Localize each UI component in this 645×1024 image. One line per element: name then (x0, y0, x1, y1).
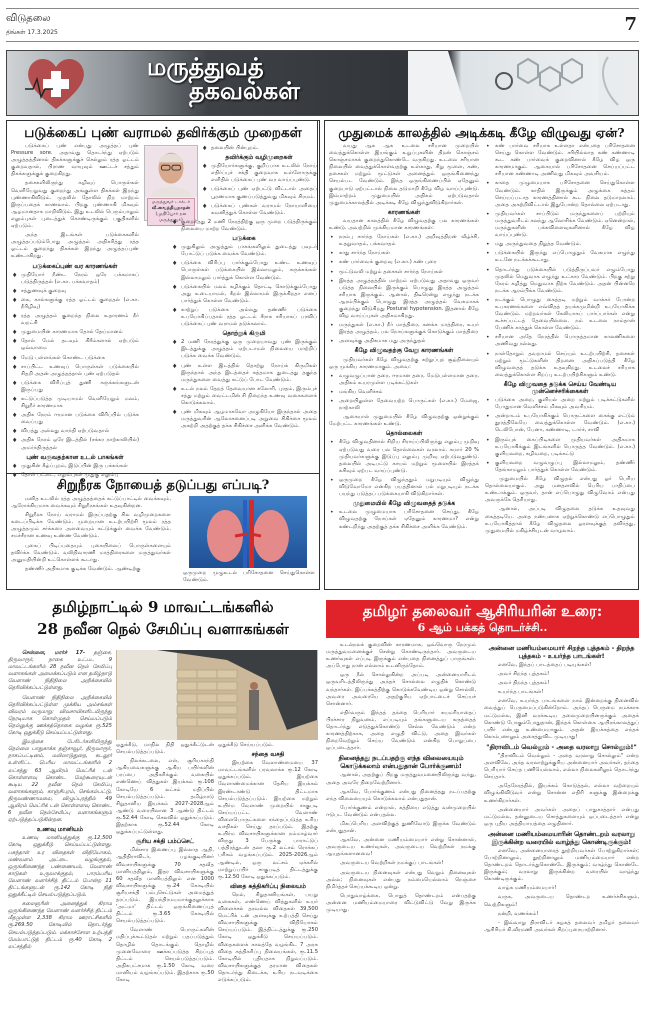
paragraph: உயர்ந்த பாடங்கள்! (498, 689, 544, 696)
list-item: • ஒருமுறை கீழே விழுந்ததும் மறுபடியும் விழுந்து விடுவோமோ என்கிற பயத்தினால் பல் மறுபடியும் நடக்க பயந்து படுத்தப் படுக்கையாகி விடுகிறார்கள். (329, 477, 479, 498)
list-item: • வழுவழுப்பான தரை, ஈரமான தரை, மேடுபள்ளமான தரை, அதிகம் உயரமுள்ள படிக்கட்டுகள் (329, 373, 479, 387)
kidney-text (11, 496, 171, 575)
list-item: ♦ படுக்கைப் புண்கள் வராமல் நோயாளியை கவனித்துக் கொள்ள வேண்டும். (201, 203, 317, 217)
list-item: ♦ முதுமையின் காரணமாக தோல் தேய்மானம் (11, 329, 139, 336)
list-item: • உடலை முழுமையாக பரிசோதனை செய்து, கீழே விழுவதற்கு நோய்கள் ஏதேனும் காரணமா? என்று கண்டறிந்து அதற்குத் தக்க சிகிச்சை அளிக்க வேண்டும். (329, 509, 479, 530)
list-item: ♦ தோள் பட்டை, எலும்புகள் முதுகு எலும்பு (11, 472, 139, 479)
speech-col2-heading: அன்னை மணியம்மையார் சிறந்த புத்தகம் - திறந்த புத்தகம் - உயர்ந்த பாடங்கள்! (488, 644, 635, 660)
falls-complications-heading: தொல்லைகள் (385, 430, 423, 438)
list-item: ♦ மேடு பள்ளங்கள் கொண்ட படுக்கை (11, 355, 139, 362)
falls-causes-heading: காரணங்கள் (387, 208, 421, 216)
paragraph: இயற்கை பேரிடர்களிலிருந்து நெல்லை பாதுகாக்க தஞ்சாவூர், திருவாரூர், நாகப்பட்டினம், மயிலாடுதுறை, கடலூர் உள்ளிட்ட பெரிய மாவட்டங்களில் 2 லட்சத்து 63 ஆயிரம் மெட்ரிக் டன் கொள்ளளவு கொண்ட மேற்கூரையுடன் கூடிய 22 நவீன நெல் சேமிப்பு வளாகங்களும், காஞ்சிபுரம், செங்கல்பட்டு, திருவண்ணாமலை, விழுப்புரத்தில் 49 ஆயிரம் மெட்ரிக் டன் கொள்ளளவு கொண்ட 6 நவீன நெல்சேமிப்பு வளாகங்களும் ஏற்படுத்தப்படுகின்றன. (8, 739, 112, 824)
speech-continuation-banner (326, 600, 639, 638)
kidney-image-caption: ஒருமுறை முழுஉடல் பரிசோதனை செய்துகொள்ள வேண்டும். (183, 570, 315, 584)
falls-prevent-list-a (329, 509, 479, 530)
paddy-col2 (116, 742, 214, 986)
paragraph: வேளாண் பொருட்களின் மதிப்புக்கூட்டுதல் மற்றும் பதப்படுத்தும் தொழில் தொடங்கும் தொழில் முனைவோரை ஊக்கப்படுத்த சிறப்புத் திட்டம் செயல்படுத்தப்படும். அதிகபட்சமாக ரூ.1.50 கோடி வரை மானியம் வழங்கப்படும். இதற்காக ரூ.50 கோடி (116, 927, 214, 983)
list-item: • நரம்பு சார்ந்த நோய்கள் (எ.கா.) அறிவுத்திறன் வீழ்ச்சி, உதறுவாதம், பக்கவாதம் (329, 234, 479, 248)
falls-complications-list (329, 439, 479, 498)
list-item: • கண் பார்வைக் குறைவு (எ.கா.) கண் புரை (329, 259, 479, 266)
speech-col1-heading: நினைத்தது நடப்பதற்கு எந்த விலையையும் கொடுக்கலாம் என்பதுதான் போர்க்குணம்! (338, 754, 464, 771)
paragraph: ஒதுக்கீடு, மாநில நிதி ஒதுக்கீட்டுடன் செயல்படுத்தப்படும். (116, 742, 214, 756)
paragraph: அதேநேரத்தில், இயக்கம் கொடுத்தல், எல்லா வற்றையும் விழுங்கிவிடுவர் என்று சொன்ன எதிரி களுக்கு இன்றைக்கு உணர்கிறார்கள். (484, 783, 639, 804)
list-item: ♦ 2 மணி நேரத்துக்கு ஒரு முறையாவது புண் இருக்கும் இடத்துக்கு அழுத்தம் ஏற்படாமல் நிலையை மாற்றிப் படுக்க வைக்க வேண்டும். (171, 339, 317, 360)
list-item: ♦ குறைந்தது 2 மணி நேரத்திற்கு ஒரு முறை படுத்திருக்கும் நிலையை மாற்ற வேண்டும். (171, 219, 317, 233)
paragraph: முதியவர்கள் கீழே விழுவதற்கு சுற்றுப்புற சூழ்நிலையும் ஒரு முக்கிய காரணமாகும். அவை: (329, 356, 479, 370)
paddy-col1 (8, 650, 112, 953)
paragraph: ஆனால், அதற்குப் பிறகு மருத்துவமனையிலிருந்து வந்து, அதை அவரே நிறைவேற்றினார். (326, 772, 476, 786)
paragraph: உணவு மானியத்துக்கு ரூ.12,500 கோடி ஒதுக்கீடு செய்யப்பட்டுள்ளது. பசுந்தாள் உர விதைகள் விநியோகம், மண்வளம் அட்டை வழங்குதல், ஒருங்கிணைந்த பண்ணையம், வேளாண் காடுகள் உருவாக்குதல், பாரம்பரிய வேளாண் வளர்ச்சித் திட்டம் போன்ற 11 திட்டங்களுடன் ரூ.142 கோடி நிதி ஒதுக்கீட்டில் செயல்படுத்தப்படும். (8, 835, 112, 899)
paragraph: உடல்நலக் குறைவின் காரணமாக, ஒவ்வொரு நேரமும் மருத்துவமனைக்குச் சென்று கொண்டிருந்தார். அவருடைய உணர்வுகள் எப்படி இருக்கும் என்பதை நினைத்துப் பாருங்கள். அப்போது நான் எல்லாம் உடனிருந்தோம். (326, 642, 476, 670)
list-item: • அறையிலுள்ள தேவையற்ற பொருட்கள் (எ.கா.) மேஜை, நாற்காலி (329, 398, 479, 412)
list-item: • படுக்கை அறை, குளியல் அறை மற்றும் படிக்கட்டுகளில் போதுமான வெளிச்சம் மிகவும் அவசியம். (485, 397, 635, 411)
list-item: ♦ படுக்கை விரிப்புத் துணி சுருக்கங்களுடன் இருப்பது (11, 380, 139, 394)
paragraph: ஒதுக்கீடு செய்யப்படும். (218, 742, 274, 748)
paddy-headline-line1: தமிழ்நாட்டில் 9 மாவட்டங்களில் (52, 598, 274, 616)
paragraph: நிலக்கடலை, எள், சூரியகாந்தி ஆகியவைகளுக்கு ஆகிய பயிர்களின் பரப்பை அதிகரிக்கும் வகையில் எண்ணெய் வித்துகள் இயக்கம் ரூ.108 கோடியே 6 லட்சம் மதிப்பில் செயல்படுத்தப்படும். தமிழ்நாடு சிறுதானிய இயக்கம் 2027-2028ஆம் ஆண்டு வரையிலான 3 ஆண்டு திட்டம் ரூ.52.44 கோடி செலவில் ஒதுக்கப்படும். இதற்காக ரூ.52.44 கோடி ஒதுக்கப்பட்டுள்ளது. (116, 758, 214, 836)
list-item: • மூட்டுவலி மற்றும் தசைகள் சார்ந்த நோய்கள் (329, 269, 479, 276)
list-item: • இரும்புக் கைப்பிடிகளை முதியவர்கள் அதிகமாக உபயோகிக்கும் இடங்களில் பொருத்த வேண்டும். (எ.கா.) குளியலறை, கழிவறை, படிக்கட்டு (485, 437, 635, 458)
list-item: • படுக்கையில் இருந்து எப்பொழுதும் வேகமாக எழுந்து உடனே நடக்கக்கூடாது. (485, 250, 635, 264)
falls-prevent-heading: முதுமையில் கீழே விழுவதைத் தடுக்க (352, 500, 456, 508)
paddy-col1-heading: உணவு மானியம் (36, 826, 84, 834)
speech-col2-heading3: அன்னை மணியம்மையாரின் தொண்டறம் வரலாறு இருக்கின்ற வரையில் வாழ்ந்து கொண்டிருக்கும்! (488, 829, 635, 846)
article-falls-headline: முதுமைக் காலத்தில் அடிக்கடி கீழே விழுவது ஏன்? (338, 125, 625, 140)
paragraph: அவருடைய வெற்றிகள் நமக்குப் பாடங்கள்! (340, 860, 444, 867)
speech-banner-line1: தமிழர் தலைவர் ஆசிரியரின் உரை: (362, 602, 603, 620)
list-item: • காது சார்ந்த நோய்கள் (329, 250, 479, 257)
heart-medical-icon (25, 55, 87, 111)
article-bedsore-headline: படுக்கைப் புண் வராமல் தவிர்க்கும் முறைகள் (24, 125, 302, 141)
falls-precautions-list (485, 397, 635, 474)
list-item: ♦ முதியோர்களுக்கு, குறிப்பாக உடலில் நோய் எதிர்ப்புச் சக்தி குறைவாக உள்ளோருக்கு எளிதில் படுக்கைப் புண் வர வாய்ப்புண்டு. (201, 163, 317, 184)
paragraph: மின்சார இணைப்பு இல்லாத ஆதி, ஆதிதிராவிடர், பழங்குடியினர் விவசாயிகளுக்கு 70 சதவீத மானியத்திலும், இதர விவசாயிகளுக்கு 60 சதவீத மானியத்திலும் என 1000 விவசாயிகளுக்கு ரூ.24 கோடியில் சூரியசக்தி பம்புசெட்டுகள் அமைத்துத் தரப்படும். இயந்திரமயமாக்குதலுக்காக 'அட்மா' திட்டம் ஒருங்கிணைப்புத் திட்டம் ரூ.3.65 கோடியில் செயல்படுத்தப்படும். (116, 847, 214, 925)
paragraph: வேளாண் நிதிநிலை அறிக்கையில் தெரிவிக்கப்பட்டுள்ள முக்கிய அம்சங்கள் விவரம் வருமாறு: விவசாயிகளிடமிருந்து நேரடியாக கொள்முதல் செய்யப்படும் நெல்லுக்கு ஊக்கத்தொகை வழங்க ரூ.525 கோடி ஒதுக்கீடு செய்யப்பட்டுள்ளது. (8, 694, 112, 737)
falls-precautions-heading: கீழே விழுவதை தடுக்க செய்ய வேண்டிய முன்னெச்சரிக்கைகள் (503, 380, 617, 395)
article-speech (326, 642, 639, 1024)
list-item: • மங்கிய வெளிச்சம் (329, 389, 479, 396)
section-banner (6, 50, 639, 116)
list-item: ♦ படுக்கைப் புண் ஏற்பட்டு விட்டால் அதைப் பூரணமாக குணப்படுத்துவது மிகவும் சிரமம். (201, 186, 317, 200)
list-item: • நடக்கும் பொழுது கைத்தடி மற்றும் வாக்கர் போன்ற உபகரணங்களை எவ்விதத் தயக்கமுமின்றி உபயோகிக்க வேண்டும். மற்றவர்கள் கேலியாகப் பார்ப்பார்கள் என்று கூச்சப்பட்டத் தேவையில்லை. நம் உடலை நாம்தான் பேணிக் காத்துக் கொள்ள வேண்டும். (485, 297, 635, 332)
paragraph: ஆகவே, அன்னை மணியம்மையார் என்று சொன்னால், அவருடைய உணர்வுகள், அவருடைய வெற்றிகள் நமக்கு ஆயுதங்களானவை! (326, 837, 476, 858)
paragraph: தண்ணீர் அதிகமாக குடிக்க வேண்டும். ஆண்டிற்கு (25, 565, 141, 572)
paragraph: எனவே, உயர்ந்த பாடங்களை நாம் இன்றைக்கு நினைவில் வைத்துப் பெருமைப்படுகின்றோம். அந்தப் பெருமை நமக்காக மட்டுமல்ல, இனி வரக்கூடிய தலைமுறையினருக்கும் அதைக் கொண்டு போகும்போதுதான், இந்தக் கொள்கை ஆயிரங்காலத்துப் பயிர் என்பது உண்மையாகும். அதன் இயக்கத்தை எந்தக் கொம்பனாலும் அசைத்துவிட முடியாது! (484, 698, 639, 740)
paragraph: வருக, அவருடைய தொண்டற உணர்ச்சிகளும், வெற்றிகளும்! (484, 894, 639, 908)
list-item: ♦ புண் உள்ள இடத்தில் தொற்று நோய்க் கிருமிகள் இருந்தால் அந்த இடத்தைச் சுத்தமாக துடைத்து தகுந்த மருந்துகளை வைத்து கட்டுப் போட வேண்டும். (171, 363, 317, 384)
list-item: ♦ புண் மிகவும் ஆழமாகவோ அழுகியோ இருந்தால் அதை மருத்துவரின் ஆலோசனைப்படி அறுவை சிகிச்சை மூலம் அகற்றி அதற்குத் தக்க சிகிச்சை அளிக்க வேண்டும். (171, 409, 317, 430)
masthead (6, 8, 639, 42)
list-item: ♦ முதியோர் நீண்ட நேரம் ஒரே பக்கமாகப் படுத்திருத்தல் (எ.கா. பக்கவாதம்) (11, 272, 139, 286)
paragraph: ஆகையால் முதுமையில் கீழே விழுவதற்கு ஒன்றுக்கும் மேற்பட்ட காரணங்கள் உண்டு. (329, 414, 479, 428)
bedsore-care-list (171, 339, 317, 430)
paragraph: மிகப்பெரிய அளவிற்குத் துணிவோடு இருக்க வேண்டும் என்பதுதான். (326, 820, 476, 835)
paragraph: ஆனால், அப்படி விழுதலை தடுக்க உதவுவது கைத்தடியே. அதை நண்பனாக ஏற்றுக்கொண்டு எப்பொழுதும் உபயோகித்தால் கீழே விழுதலை ஓரளவுக்குத் தவிர்த்து, முதுமையில் மகிழ்ச்சியுடன் வாழலாம். (485, 506, 635, 534)
paragraph: எனவே, இந்தப் பாடத்தைப் படியுங்கள்! (498, 662, 592, 668)
bedsore-prevention-heading: தவிர்க்கும் வழிமுறைகள் (225, 154, 293, 162)
paragraph: போர்க்குணம் என்றால், கத்தியை எடுத்து வன்முறையில் ஈடுபட வேண்டும் என்பதல்ல. (326, 804, 476, 818)
bedsore-care-heading: தொற்றுக் கிருமி (222, 330, 266, 338)
list-item: ♦ சத்துணவுக் குறைவு (11, 288, 139, 295)
banner-title-line2: தகவல்கள் (189, 77, 300, 105)
paragraph: வாழ்க மணியம்மையார்! (498, 885, 557, 892)
paddy-col3-heading2: விதை சுத்திகரிப்பு நிலையம் (229, 882, 306, 890)
paragraph: அந்த இடங்கள் படுக்கைகளில் அழுத்தப்படும்போது அழுத்தம் அதிகரித்து ரத்த ஓட்டம் குறைந்து திசுக்கள் இறந்து அழுத்தப்புண் உண்டாகிறது. (11, 232, 139, 260)
paragraph: வயது ஆக ஆக உடலை சரியான முறையில் வைத்துக்கொள்ள இயங்கும் உறுப்புகளின் திறன் கொஞ்சம் கொஞ்சமாகக் குறைந்துகொண்டே வருகிறது. உடலை சரியான நிலையில் வைத்துக்கொள்வதற்கு உள்காது, சிறு மூளை, கண், தசைகள் மற்றும் மூட்டுகள் அனைத்தும் ஒருங்கிணைந்து செயல்பட வேண்டும். இந்த ஒருங்கிணைப்பில் ஏதேனும் குறைபாடு ஏற்பட்டால் நிலை தடுமாறி கீழே விழ வாய்ப்புண்டு. இம்மாற்றம் முதுமையில் அதிகம் ஏற்படுவதால் முதுமைக்காலத்தில் அடிக்கடி கீழே விழுந்துவிடுகிறார்கள். (329, 143, 479, 206)
list-item: • முதியவர்கள் சாப்பிடும் மருந்துகளைப் பற்றியும் மருத்துவரிடம் கலந்து ஆலோசிக்க வேண்டும். ஏனென்றால், மருந்துகளின் பக்கவிளைவுகளினால் கீழே விழ வாய்ப்புண்டு. (485, 211, 635, 239)
list-item: ♦ காற்றுப் படுக்கை அல்லது தண்ணீர் படுக்கை உபயோகிப்பதால் ரத்த ஓட்டம் சீராக சரியாகப் பரவிப் படுக்கைப் புண் வராமல் தடுக்கலாம். (171, 307, 317, 328)
paragraph: அவருடைய நினைவுகள் என்பது வெறும் நினைவுகள் அல்ல; நினைவுகள் என்பது நம்மையெல்லாம் நெஞ்சை நிமிர்த்தச் செய்யக்கூடிய ஒன்று. (326, 869, 476, 890)
speech-col1 (326, 642, 476, 916)
list-item: ♦ அதிக நேரம் ஈரமான படுக்கை விரிப்பில் படுக்க வைப்பது (11, 412, 139, 426)
paragraph: தசைகளிலிருந்து கழிவுப் பொருள்கள் வெளியேறுவது குறைந்து அங்குள்ள திசுக்கள் இறந்து புண்ணாகிவிடும். முதலில் தோலில் நிற மாற்றம் இருப்பதைக் காணலாம். பிறகு புண்ணாகி மிகவும் ஆழமானதாக மாறிவிடும். இது உடலில் பெரும்பாலும் எலும்புகள் புடைத்துக் கொண்டிருக்கும் பகுதிகளில் ஏற்படும். (11, 180, 139, 230)
paddy-storage-photo (116, 650, 318, 740)
author-role: (முதியோர் நல மருத்துவர்) (155, 212, 187, 223)
article-bedsore (6, 120, 320, 478)
paragraph (8, 650, 112, 693)
bedsore-causes-heading: படுக்கைப்புண் வர காரணங்கள் (32, 262, 118, 270)
bedsore-col2-top (201, 145, 317, 152)
list-item: • கீழே விழுவதினால் சிறிய சிராய்ப்பிலிருந்து எலும்பு முறிவு ஏற்படுவது வரை பல தொல்லைகள் வரலாம். சுமார் 20 % முதியவர்களுக்கு இடுப்பு எலும்பு முறிவு ஏற்படுவதுண்டு. தலையில் அடிபட்டு காயம் மற்றும் மூளையில் இரத்தக் கசிவும் ஏற்பட வாய்ப்புண்டு. (329, 439, 479, 474)
page-number: 7 (624, 14, 637, 35)
paragraph: இயற்கை வேளாண்மையை 37 மாவட்டங்களில் பரவலாக்க ரூ.12 கோடி ஒதுக்கப்படும். இயற்கை வேளாண்மைக்கான தேசிய இயக்கம் இரண்டாண்டு திட்டமாக செயல்படுத்தப்படும். இயற்கை மற்றும் உயிர்ம வேளாண் முறையில் சாகுபடி செய்யப்பட்ட வேளாண் விளைபொருட்களை சந்தைப்படுத்த உரிய வசதிகள் செய்து தரப்படும். இதற்கு உயிர்ம விவசாயிகளுக்கான நம்மாழ்வார் விருது 3 பேருக்கு பாராட்டுப் பத்திரத்துடன் தலா ரூ.2 லட்சம் ரொக்கப் பரிசும் வழங்கப்படும். 2025-2026ஆம் ஆண்டில், ஒரு லட்சம் ஏக்கரில் மாற்றுப்பயிர் சாகுபடித் திட்டத்துக்கு ரூ.12.50 கோடி ஒதுக்கப்படும். (218, 760, 318, 880)
list-item: ♦ அதிக நேரம் ஒரே இடத்தில் (சக்கர நாற்காலியில்) அமர்ந்திருத்தல் (11, 437, 139, 451)
list-item: ♦ முதுகின் கீழ்ப்புறம், இடுப்பின் இரு பக்கங்கள் (11, 463, 139, 470)
paragraph: புகைப் பிடிப்பதையும் புகையிலைப் பொருள்களையும் தவிர்க்க வேண்டும். வலிநிவாரணி மாத்திரைகளை மருத்துவர்கள் அனுமதியின்றி உட்கொள்ளக் கூடாது. (11, 542, 171, 563)
bedsore-body-parts-heading: புண் வருவதற்கான உடல் பாகங்கள் (26, 453, 124, 461)
bedsore-col2 (171, 145, 317, 432)
paragraph: முதுமையில் கீழே விழுதல் என்பது ஓர் பெரிய தொல்லையாகும். அது மனதளவில் பெரிய பாதிப்பை உண்டாக்கும். ஒருவர், தான் எப்பொழுது விழுவோம் என்பது அவருக்கே தெரியாது. (485, 476, 635, 504)
list-item: ♦ ரத்த அழுத்தம் குறைந்த நிலை உதாரணம் நீர் வறட்சி (11, 313, 139, 327)
paragraph: ஒரு நீல் சொல்லுகின்ற அப்படி அன்னையாரிடம் ஒருவரிடத்திலிருந்து அந்தச் சொல்லை எழுதிக் கொண்டு வந்தார்கள். இப்பக்கத்திற்கு கொடுக்கவேண்டிய ஒன்று சொல்லி, அவரை அவரையே அதற்குரிய ஏற்பாட்டைச் செய்யச் சொன்னார். (326, 672, 476, 707)
paragraph: அவர் திறந்த புத்தகம்! (498, 680, 550, 687)
list-item: • குளியலறை வழுவழுப்பு இல்லாமலும், தண்ணீர் தேங்காமலும் பார்த்துக் கொள்ள வேண்டும். (485, 460, 635, 474)
article-kidney-headline: சிறுநீரக நோயைத் தடுப்பது எப்படி? (56, 478, 270, 493)
list-item: • அளவுக்கு அதிகமாக மது அருந்துதல் (329, 338, 479, 345)
falls-other-causes-list (329, 373, 479, 412)
article-falls (324, 120, 639, 590)
banner-title (147, 55, 300, 103)
paragraph: அவர் சிறந்த புத்தகம்! (498, 671, 550, 678)
author-title: மருத்துவர் டாக்டர் (151, 200, 191, 205)
issue-date: திங்கள் 17.3.2025 (6, 29, 58, 36)
newspaper-name: விடுதலை (6, 13, 51, 24)
falls-col1 (329, 143, 479, 533)
paragraph: பொதுவாழ்க்கை, பொதுத் தொண்டறம் என்பதற்கு அன்னை மணியம்மையாரை விட்டுவிட்டு வேறு இருக்க முடியாது. (326, 892, 476, 913)
list-item: ♦ விபத்து அல்லது வாந்தி ஏற்படுவதால் (11, 428, 139, 435)
author-name: வீ.வைத்தியநாதன் (151, 206, 191, 211)
kidney-image (189, 496, 307, 568)
dateline: சென்னை, மார்ச் 17- (22, 650, 86, 656)
paragraph: - இவ்வாறு திராவிடர் கழகத் தலைவர் தமிழர் தலைவர் ஆசிரியர் கி.வீரமணி அவர்கள் சிறப்புரையாற்றினார். (484, 919, 639, 933)
speech-col2-heading2: "திராவிடம் வெல்லும் - அதை வரலாறு சொல்லும்!" (486, 742, 637, 751)
paragraph-text: தஞ்சை, திருவாரூர், நாகை உட்பட 9 மாவட்டங்களில் 28 நவீன நெல் சேமிப்பு வளாகங்கள் அமைக்கப்படும் என தமிழ்நாடு வேளாண் நிதிநிலை அறிக்கையில் தெரிவிக்கப்பட்டுள்ளது. (8, 650, 112, 692)
list-item: • இரத்த அழுத்தத்தில் மாற்றம் ஏற்படுவது அதாவது ஒருவர் படுத்த நிலையில் இருக்கும் பொழுது இரத்த அழுத்தம் சரியாக இருக்கும். ஆனால், திடீரென்று எழுந்து நடக்க ஆரம்பிக்கும் பொழுது இரத்த அழுத்தம் வேகமாகக் குறைந்து விடுகிறது Postural hypotension. இதனால் கீழே விழ வாய்ப்புகள் அதிகமாகிறது. (329, 278, 479, 321)
paragraph: மனித உடலில் ரத்த அழுத்தத்தைக் கட்டுப்பாட்டில் வைக்கவும், ஆரோக்கியமாக வைக்கவும் சிறுநீரகங்கள் உதவுகின்றன. (11, 496, 171, 510)
paragraph: எனவே, அன்னையாரைத் தூற்றியவர்கள் போற்றுகிறார்கள்; போற்றினாலும், தூற்றினாலும் மணியம்மையார் என்ற தொண்டறம் தொடர்ந்துகொண்டே இருக்கும்; வாழ்ந்து கொண்டே இருக்கும்; வரலாறு இருக்கின்ற வரையில் வாழ்ந்து கொண்டிருக்கும். (484, 847, 639, 883)
article-paddy-headline (6, 594, 320, 640)
doctor-stethoscope-image (408, 51, 638, 116)
list-item: ♦ உடல் நலம் தேறத் தேவையான கலோரி, புரதம், இரும்புச் சத்து மற்றும் வைட்டமின் சி நிறைந்த உணவு வகைகளைக் கொடுக்கலாம். (171, 386, 317, 407)
paragraph: அன்னையார் அவர்கள் அதைப் பாதுகாத்தார் என்பது மட்டுமல்ல, தன்னுடைய சொத்துகளையும் ஒப்படைத்தார் என்று ஒரு புதிய அத்தியாயத்தை எழுதினார். (484, 806, 639, 827)
article-kidney (6, 474, 320, 590)
bedsore-causes-list (11, 272, 139, 452)
paddy-headline-line2: 28 நவீன நெல் சேமிப்பு வளாகங்கள் (37, 620, 289, 638)
paragraph: நன்றி, வணக்கம்! (498, 910, 539, 917)
list-item: • மது அருந்துவதை நிறுத்த வேண்டும். (485, 241, 635, 248)
list-item: ♦ படுக்கை விரிப்பு பார்க்கும்போது உண்ட உணவுப் பொருள்கள் படுக்கையில் இல்லாமலும், சுருக்கங்கள் இல்லாமலும் பார்த்துக் கொள்ள வேண்டும். (171, 260, 317, 281)
paragraph: படுக்கைப் புண் என்பது அழுத்தப் புண் Pressure sore. அதாவது தொடர்ந்து ஏற்படும் அழுத்தத்தினால் திசுக்களுக்குச் செல்லும் ரத்த ஓட்டம் குறைவதால், பிராண வாயுவும் ஊட்டச் சத்தும் திசுக்களுக்குக் குறைகிறது. (11, 143, 139, 178)
bedsore-bed-list (171, 244, 317, 328)
paragraph: நெல், சிறுதானியங்கள், பயறு வகைகள், எண்ணெய் வித்துகளில் உயர் விளைச்சல் தரவல்ல விதைகள் 39,500 மெட்ரிக் டன் அளவுக்கு உற்பத்தி செய்து விவசாயிகளுக்கு விநியோகம் செய்யப்படும். இத்திட்டத்துக்கு ரூ.250 கோடி ஒதுக்கீடு செய்யப்படும். விதைகளைக் காலத்தே வழங்கிட 7 அரசு விதை சுத்திகரிப்பு நிலையங்கள், ரூ.11.5 கோடியில் புதியதாக நிறுவப்படும். விவசாயிகளுக்குத் தரமான விதைகள் தொடர்ந்து கிடைக்க, உரிய நடவடிக்கை எடுக்கப்படும். (218, 891, 318, 983)
bedsore-bed-heading: படுக்கை (232, 235, 256, 243)
list-item: ♦ கட்டுப்படுத்த முடியாமல் வெளியேறும் மலம், சிறுநீர் காரணமாக (11, 396, 139, 410)
list-item: • தொடர்ந்து படுக்கையில் படுத்திருப்பவர் எழும்போது முதலில் மெதுவாக எழுந்து உட்கார வேண்டும். பிறகு சற்று நேரம் கழித்து மெதுவாக நிற்க வேண்டும். அதன் பின்னரே நடக்க ஆரம்பிக்க வேண்டும். (485, 267, 635, 295)
paragraph: சிறுநீரக நோய் வராமல் இருப்பதற்கு சில வழிமுறைகளை கடைப்பிடிக்க வேண்டும். முறையான உடற்பயிற்சி மூலம் ரத்த அழுத்தமும் சர்க்கரை அளவையும் கட்டுக்குள் வைக்க வேண்டும். சமச்சீரான உணவு உண்ண வேண்டும். (11, 512, 171, 540)
article-paddy (6, 594, 320, 1024)
paragraph: ஆகவே, போர்க்குணம் என்பது நினைத்தது நடப்பதற்கு எந்த விலையையும் கொடுக்கலாம் என்பதுதான். (326, 788, 476, 802)
falls-col2 (485, 143, 635, 537)
bedsore-prevention-list (171, 163, 317, 233)
paddy-col3-heading1: சந்தை வசதி (251, 751, 285, 759)
paragraph: கலைஞரின் அனைத்துக் கிராம ஒருங்கிணைந்த வேளாண் வளர்ச்சித் திட்டம் மீதமுள்ள 2,338 கிராம ஊராட்சிகளில் ரூ.269.50 கோடியில் தொடர்ந்து செயல்படுத்தப்படும். மக்காச்சோள உற்பத்தி மேம்பாட்டுத் திட்டம் ரூ.40 கோடி 2 லட்சத்தில் (8, 901, 112, 950)
falls-causes-list (329, 234, 479, 345)
banner-title-line1: மருத்துவத் (147, 53, 264, 81)
falls-other-causes-heading: கீழே விழுவதற்கு வேறு காரணங்கள் (354, 347, 454, 355)
speech-col2 (484, 642, 639, 936)
list-item: ♦ சாப்பிட்ட உணவுப் பொருள்கள் படுக்கையில் சிதறி அதன் அழுத்தத்தால் புண் ஏற்படுதல் (11, 364, 139, 378)
speech-banner-line2: 6 ஆம் பக்கத் தொடர்ச்சி.. (417, 621, 548, 634)
paddy-col3 (218, 742, 318, 986)
paragraph: எதிர்வரும் இந்தத் தந்தை பெரியார் சுயமரியாதைப் பிரச்சார நிறுவனம், எப்படியும் தங்களுடைய கருத்தைத் தொடர்ந்து எடுத்துக்கொண்டு செல்ல வேண்டும் என்ற காரணத்திற்காக, அதை எழுதி விட்டு, அதை இவர்கள் நிறைவேற்றும் செய்ய வேண்டும் என்கிற பொறுப்பை ஒப்படைத்தார். (326, 709, 476, 752)
falls-prevent-list-b (485, 143, 635, 379)
list-item: ♦ தோல் மேல் தடவும் கிரீம்களால் ஏற்படும் ஒவ்வாமை (11, 338, 139, 352)
bedsore-col1 (11, 143, 139, 481)
list-item: • நாள்தோறும் தவறாமல் செய்யும் உடற்பயிற்சி, தசைகள் மற்றும் மூட்டுகளின் திறனை அதிகப்படுத்தி கீழே விழுவதைத் தடுக்க உதவுகிறது. உடலைச் சரியாக வைத்துக்கொள்ள சிறப்பு உடற்பயிற்சிகளும் உண்டு. (485, 351, 635, 379)
list-item: • சரியான அதே நேரத்தில் பொருத்தமான காலணிகளை அணிவது நல்லது. (485, 334, 635, 348)
list-item: • கண் பார்வை சரியாக உள்ளதா என்பதை பரிசோதனை செய்து கொள்ள வேண்டும். சரியில்லாத கண் கண்ணாடி கூட கண் பார்வைக் குறைவினால் கீழே விழ ஒரு காரணமாகும். ஆகையால் பரிசோதனை செய்யப்பட்ட சரியான கண்ணாடி அணிவது மிகவும் அவசியம். (485, 143, 635, 178)
paddy-col2-heading: சூரிய சக்தி பம்ப்செட் (136, 838, 194, 846)
list-item: • அன்றாடம் உபயோகிக்கும் பொருட்களை கைக்கு எட்டும் தூரத்திலேயே வைத்துக்கொள்ள வேண்டும். (எ.கா.) டெலிபோன், பேனா, கண்ணாடி, டார்ச், சாவி (485, 413, 635, 434)
paragraph: வயதான காலத்தில் கீழே விழுவதற்கு பல காரணங்கள் உண்டு. அவற்றில் முக்கியமான காரணங்கள்: (329, 217, 479, 232)
list-item: ♦ முதுகிலும் அழுத்தும் பாகங்களிலும் துடைத்து பவுடர் போட்டுப் படுக்க வைக்க வேண்டும். (171, 244, 317, 258)
list-item: ♦ படுக்கையில் மலம் கழிக்கும் தொட்டி கொடுக்கும்போது அது உடையாமல், கீறல் இல்லாமல் இருக்கிறதா எனப் பார்த்துக் கொள்ள வேண்டும். (171, 284, 317, 305)
list-item: ♦ தலையின் பின்புறம். (201, 145, 317, 152)
list-item: • காதை முழுமையாக பரிசோதனை செய்துகொள்ள வேண்டும். காதில் இருக்கும் அழுக்கை சுத்தம் செய்யப்படாத காரணத்தினால் கூட நிலை தடுமாறலாம். அதை அகற்றிவிட்டால் இதுபோன்ற தொல்லை ஏற்படாது. (485, 180, 635, 208)
paragraph: "திராவிடம் வெல்லும் - அதை வரலாறு சொல்லும்" என்ற அளவிலே, அந்த வரலாற்றுக்குரிய அன்னையார் அவர்கள், தந்தை பெரியார் செய்த பணியெல்லாம், எல்லா நிலைகளிலும் தொடர்ந்து செய்தார். (484, 752, 639, 781)
list-item: • மருந்துகள் (எ.கா.) நீர் மாத்திரை, கனக்க மாத்திரை, உயர் இரத்த அழுத்தம், பல நோய்களுக்குக் கொடுக்கும் மாத்திரை (329, 322, 479, 336)
list-item: ♦ கை, கால்களுக்கு ரத்த ஓட்டம் குறைதல் (எ.கா. நீரிழிவு) (11, 297, 139, 311)
